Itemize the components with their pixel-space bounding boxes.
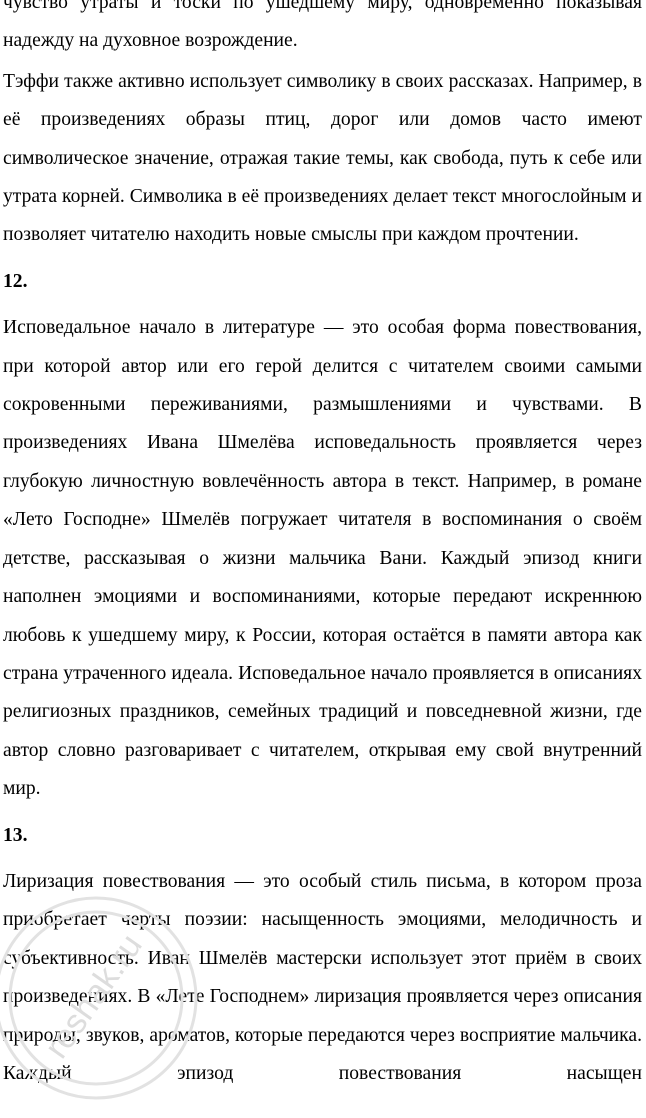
watermark-text: reshak.ru [37,927,150,1066]
paragraph-confessional: Исповедальное начало в литературе — это особая форма повествования, при которой автор или его герой делится с читателем своими самыми сокровенными переживаниями, размышлениями и чувствами. В произведениях Ивана Шмелёва исповедальность проявляется через глубокую личностную вовлечённость автора в текст. Например, в романе «Лето Господне» Шмелёв погружает читателя в воспоминания о своём детстве, рассказывая о жизни мальчика Вани. Каждый эпизод книги наполнен эмоциями и воспоминаниями, которые передают искреннюю любовь к ушедшему миру, к России, которая остаётся в памяти автора как страна утраченного идеала. Исповедальное начало проявляется в описаниях религиозных праздников, семейных традиций и повседневной жизни, где автор словно разговаривает с читателем, открывая ему свой внутренний мир. [3,317,642,800]
paragraph-lyricization: Лиризация повествования — это особый стиль письма, в котором проза приобретает черты поэзии: насыщенность эмоциями, мелодичность и субъективность. Иван Шмелёв мастерски использует этот приём в своих произведениях. В «Лете Господнем» лиризация проявляется через описания природы, звуков, ароматов, которые передаются через восприятие мальчика. Каждый эпизод повествования насыщен [3,870,642,1084]
document-page [3,0,642,1093]
section-number-13: 13. [3,824,28,846]
paragraph-intro-tail: чувство утраты и тоски по ушедшему миру, одновременно показывая надежду на духовное возрождение. [3,0,642,52]
section-number-12: 12. [3,270,28,292]
paragraph-teffi-symbolism: Тэффи также активно использует символику в своих рассказах. Например, в её произведениях образы птиц, дорог или домов часто имеют символическое значение, отражая такие темы, как свобода, путь к себе или утрата корней. Символика в её произведениях делает текст многослойным и позволяет читателю находить новые смыслы при каждом прочтении. [3,70,642,246]
